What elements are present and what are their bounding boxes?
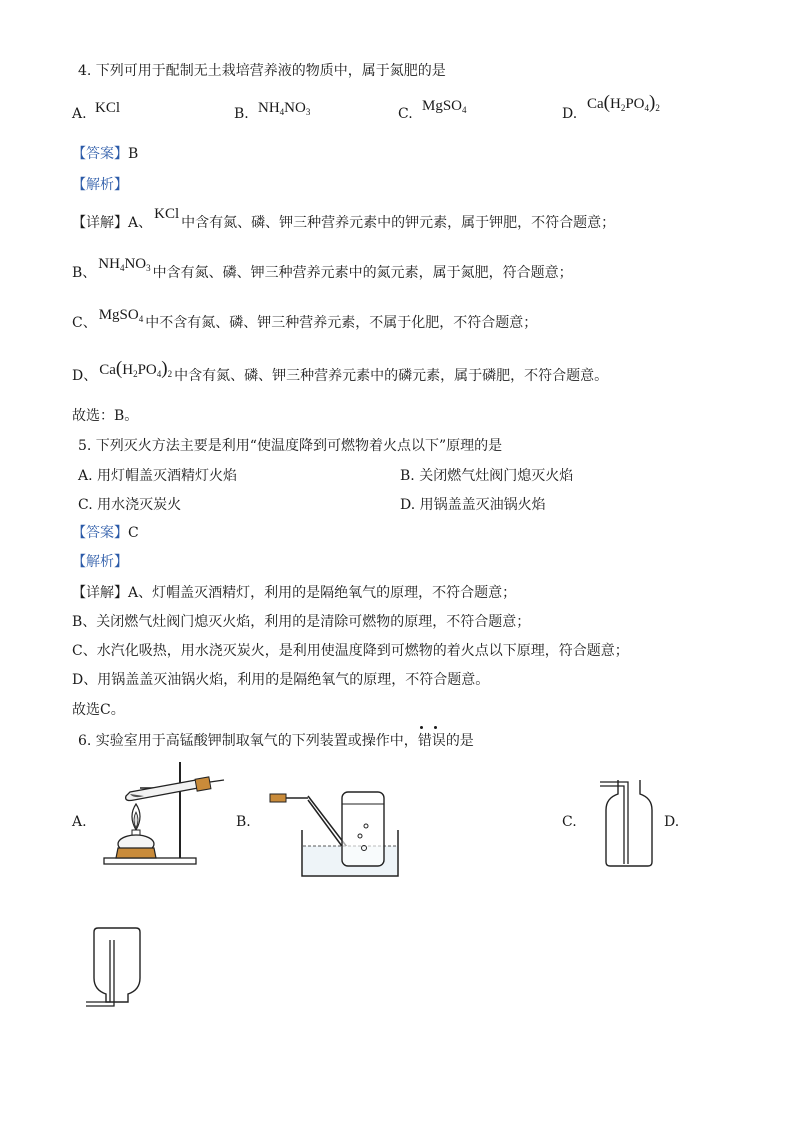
q5-stem: 5. 下列灭火方法主要是利用“使温度降到可燃物着火点以下”原理的是 — [78, 438, 503, 454]
q4-option-c-formula: MgSO$_4$ — [422, 98, 467, 115]
q4-detail-d: D、 $Ca(H_2PO_4)_2$ 中含有氮、磷、钾三种营养元素中的磷元素，属于磷肥，不符合题意。 — [72, 358, 609, 384]
q4-option-b-formula: $NH_4NO_3$ — [258, 100, 311, 117]
emphasis-word: 错误 — [417, 733, 446, 749]
q5-analysis-tag: 【解析】 — [72, 554, 128, 570]
q6-stem: 6. 实验室用于高锰酸钾制取氧气的下列装置或操作中，错误的是 — [78, 733, 474, 749]
q6-option-c-label: C. — [562, 814, 577, 830]
q4-detail-a: 【详解】A、KCl中含有氮、磷、钾三种营养元素中的钾元素，属于钾肥，不符合题意； — [72, 206, 616, 231]
q6-option-b-label: B. — [236, 814, 251, 830]
q5-detail-c: C、水汽化吸热，用水浇灭炭火，是利用使温度降到可燃物的着火点以下原理，符合题意； — [72, 643, 629, 659]
q5-detail-b: B、关闭燃气灶阀门熄灭火焰，利用的是清除可燃物的原理，不符合题意； — [72, 614, 531, 630]
q5-conclusion: 故选C。 — [72, 702, 125, 718]
q4-detail-c: C、 MgSO$_4$ 中不含有氮、磷、钾三种营养元素，不属于化肥，不符合题意； — [72, 307, 538, 331]
q5-answer: 【答案】C — [72, 525, 139, 541]
q4-detail-b: B、$NH_4NO_3$ 中含有氮、磷、钾三种营养元素中的氮元素，属于氮肥，符合题意； — [72, 256, 573, 281]
q4-conclusion: 故选：B。 — [72, 408, 139, 424]
apparatus-a-heating-diagram — [100, 758, 228, 868]
q6-option-d-label: D. — [664, 814, 680, 830]
q5-detail-a: 【详解】A、灯帽盖灭酒精灯，利用的是隔绝氧气的原理，不符合题意； — [72, 585, 517, 601]
q4-option-d-label: D. — [562, 106, 578, 122]
q5-option-c: C. 用水浇灭炭火 — [78, 497, 182, 513]
q4-option-d-formula: $Ca(H_2PO_4)_2$ — [587, 92, 660, 113]
q4-answer: 【答案】B — [72, 146, 139, 162]
apparatus-b-water-collection-diagram — [262, 786, 410, 880]
q5-option-d: D. 用锅盖盖灭油锅火焰 — [400, 497, 546, 513]
q4-stem: 4. 下列可用于配制无土栽培营养液的物质中，属于氮肥的是 — [78, 63, 446, 79]
q5-detail-d: D、用锅盖盖灭油锅火焰，利用的是隔绝氧气的原理，不符合题意。 — [72, 672, 490, 688]
q4-option-c-label: C. — [398, 106, 413, 122]
apparatus-c-gas-bottle-diagram — [596, 776, 656, 868]
q5-option-b: B. 关闭燃气灶阀门熄灭火焰 — [400, 468, 574, 484]
q4-option-a-formula: KCl — [95, 100, 121, 116]
q4-analysis-tag: 【解析】 — [72, 177, 128, 193]
q6-option-a-label: A. — [72, 814, 87, 830]
emphasis-dot — [420, 726, 423, 729]
q5-option-a: A. 用灯帽盖灭酒精灯火焰 — [78, 468, 238, 484]
q4-option-b-label: B. — [234, 106, 249, 122]
emphasis-dot — [434, 726, 437, 729]
apparatus-d-inverted-bottle-diagram — [84, 924, 144, 1008]
q4-option-a-label: A. — [72, 106, 87, 122]
